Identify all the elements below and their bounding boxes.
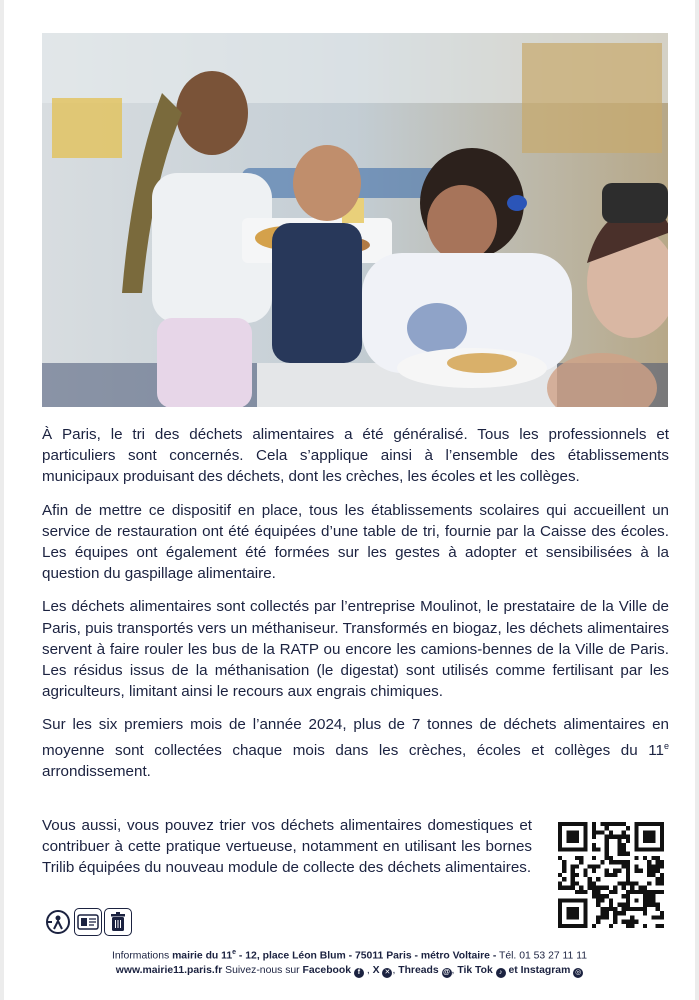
paragraph-1: À Paris, le tri des déchets alimentaires a été généralisé. Tous les professionnels et particuliers sont concernés. Cela s’applique ainsi à l’ensemble des établissements municipaux produisant des déchets, dont les crèches, les écoles et les collèges. [42,426,669,486]
instagram-link[interactable]: Instagram [520,965,571,977]
facebook-icon: f [354,968,364,978]
stats-sup: e [663,740,669,751]
eco-labels [44,908,132,936]
footer-line-1: Informations mairie du 11e - 12, place Léon Blum - 75011 Paris - métro Voltaire - Tél. 01 53 27 11 11 [112,949,587,962]
sorting-label-icon [74,908,102,936]
footer-info [4,945,695,978]
stats-text-after: arrondissement. [42,762,151,780]
children-school-canteen-photo [42,33,668,407]
article-body [42,424,669,782]
threads-icon: @ [443,969,450,977]
facebook-link[interactable]: Facebook [302,965,352,977]
footer-line-2: www.mairie11.paris.fr Suivez-nous sur Facebook f , X ✕ , Threads @ , Tik Tok ♪ et Instagram ◎ [115,965,582,977]
x-link[interactable]: X [372,965,380,977]
paragraph-3: Les déchets alimentaires sont collectés par l’entreprise Moulinot, le prestataire de la Ville de Paris, puis transportés vers un méthaniseur. Transformés en biogaz, les déchets alimentaires servent à faire rouler les bus de la RATP ou encore les camions-bennes de la Ville de Paris. Les résidus issus de la méthanisation (le digestat) sont utilisés comme fertilisant par les agriculteurs, limitant ainsi le recours aux engrais chimiques. [42,598,669,701]
instagram-icon: ◎ [575,969,582,977]
stats-text-before: Sur les six premiers mois de l’année 2024, plus de 7 tonnes de déchets alimentaires en moyenne sont collectées chaque mois dans les crèches, écoles et collèges du 11 [42,716,669,759]
tiktok-link[interactable]: Tik Tok [457,965,493,977]
closing-section [42,815,669,879]
website-link[interactable]: www.mairie11.paris.fr [115,965,223,977]
paragraph-4-stats [42,714,669,782]
closing-paragraph: Vous aussi, vous pouvez trier vos déchets alimentaires domestiques et contribuer à cette pratique vertueuse, notamment en utilisant les bornes Trilib équipées du nouveau module de collecte des déchets alimentaires. [42,817,532,877]
threads-link[interactable]: Threads [398,965,439,977]
recycling-triman-icon [44,908,72,936]
x-icon: ✕ [382,968,392,978]
document-page [4,0,695,1000]
paragraph-2: Afin de mettre ce dispositif en place, tous les établissements scolaires qui accueillent un service de restauration ont été équipées d’une table de tri, fournie par la Caisse des écoles. Les équipes ont également été formées sur les gestes à adopter et sensibilisées à la question du gaspillage alimentaire. [42,501,669,583]
tiktok-icon: ♪ [496,968,506,978]
trash-bin-icon [104,908,132,936]
qr-code-icon[interactable] [558,822,664,928]
